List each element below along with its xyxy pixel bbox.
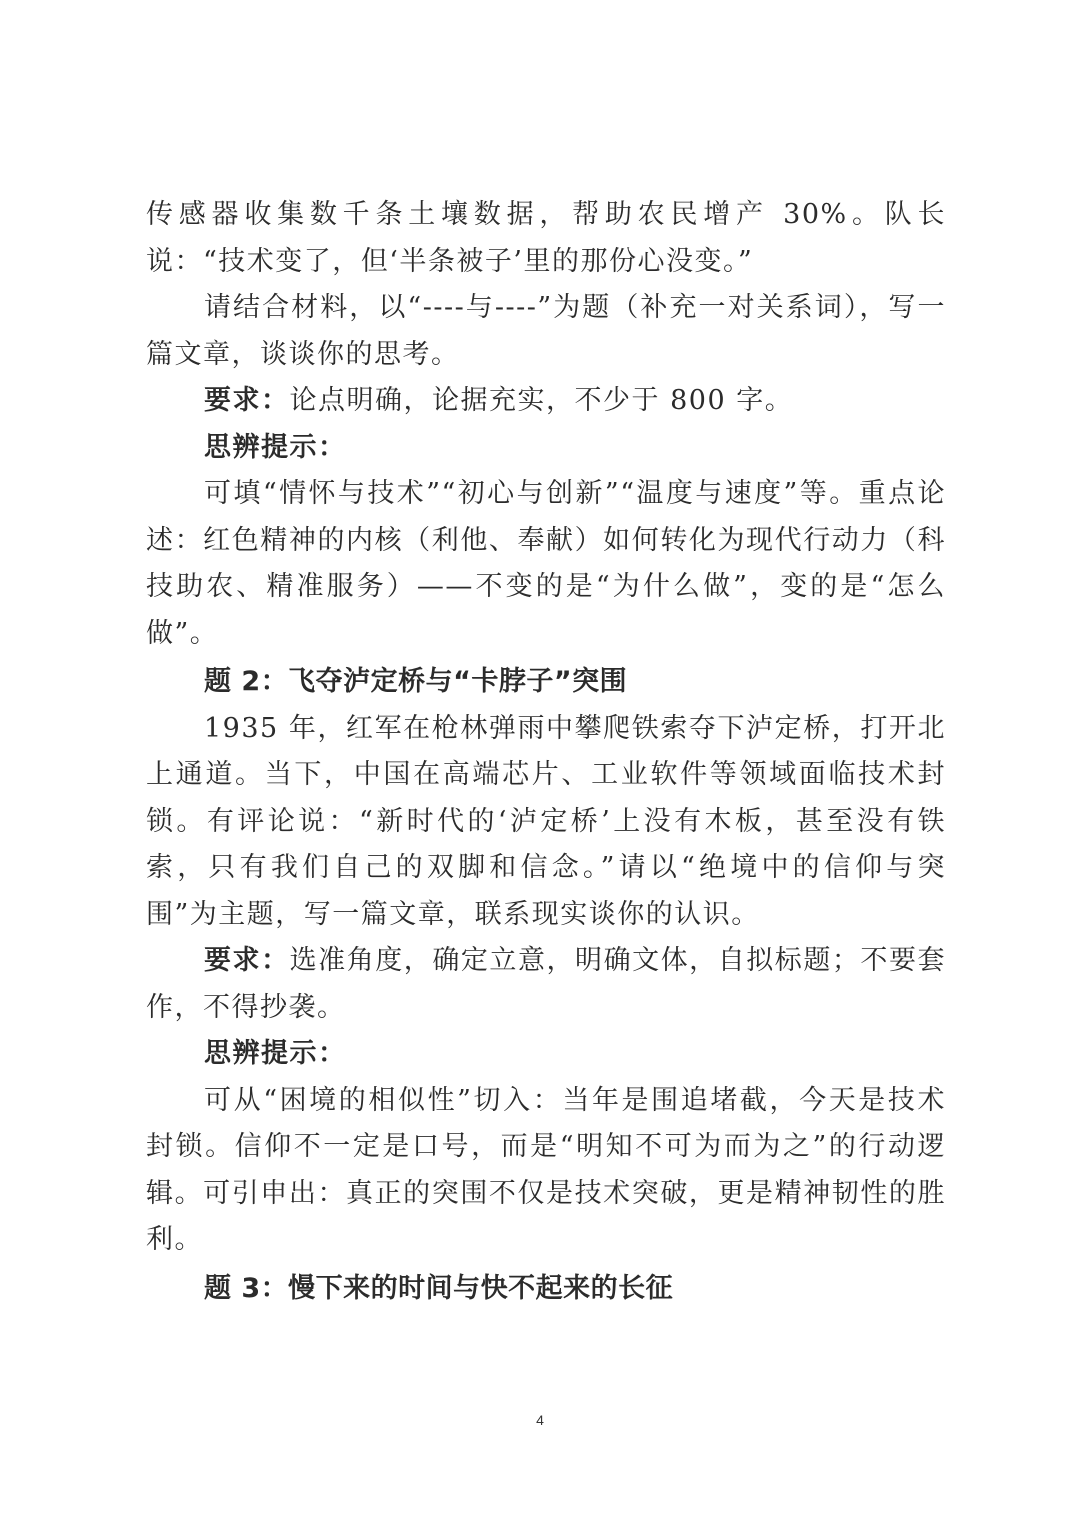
- paragraph-hint-2: 可从“困境的相似性”切入：当年是围追堵截，今天是技术封锁。信仰不一定是口号，而是“明知不可为而为之”的行动逻辑。可引申出：真正的突围不仅是技术突破，更是精神韧性的胜利。: [146, 1084, 946, 1255]
- page-number: 4: [536, 1412, 544, 1428]
- requirement-label: 要求：: [204, 385, 290, 416]
- paragraph-hint-label-2: [146, 1031, 946, 1078]
- hint-label: 思辨提示：: [204, 1038, 347, 1069]
- paragraph-hint-1: 可填“情怀与技术”“初心与创新”“温度与速度”等。重点论述：红色精神的内核（利他、奉献）如何转化为现代行动力（科技助农、精准服务）——不变的是“为什么做”，变的是“怎么做”。: [146, 478, 946, 649]
- paragraph-material-2: 1935 年，红军在枪林弹雨中攀爬铁索夺下泸定桥，打开北上通道。当下，中国在高端芯片、工业软件等领域面临技术封锁。有评论说：“新时代的‘泸定桥’上没有木板，甚至没有铁索，只有我们自己的双脚和信念。”请以“绝境中的信仰与突围”为主题，写一篇文章，联系现实谈你的认识。: [146, 712, 946, 930]
- requirement-text: 论点明确，论据充实，不少于 800 字。: [289, 385, 794, 416]
- paragraph-requirement-2: [146, 938, 946, 1031]
- requirement-text: 选准角度，确定立意，明确文体，自拟标题；不要套作，不得抄袭。: [146, 945, 947, 1023]
- question-3-heading: 题 3：慢下来的时间与快不起来的长征: [204, 1272, 674, 1304]
- question-2-heading: 题 2：飞夺泸定桥与“卡脖子”突围: [204, 666, 628, 697]
- paragraph-material-end: 传感器收集数千条土壤数据，帮助农民增产 30%。队长说：“技术变了，但‘半条被子’里的那份心没变。”: [146, 199, 946, 277]
- paragraph-hint-label-1: [146, 425, 946, 472]
- paragraph-prompt-1: 请结合材料，以“----与----”为题（补充一对关系词），写一篇文章，谈谈你的思考。: [146, 292, 946, 370]
- paragraph-requirement-1: [146, 378, 946, 425]
- page-body: [146, 192, 946, 1312]
- hint-label: 思辨提示：: [204, 431, 347, 463]
- requirement-label: 要求：: [204, 945, 290, 976]
